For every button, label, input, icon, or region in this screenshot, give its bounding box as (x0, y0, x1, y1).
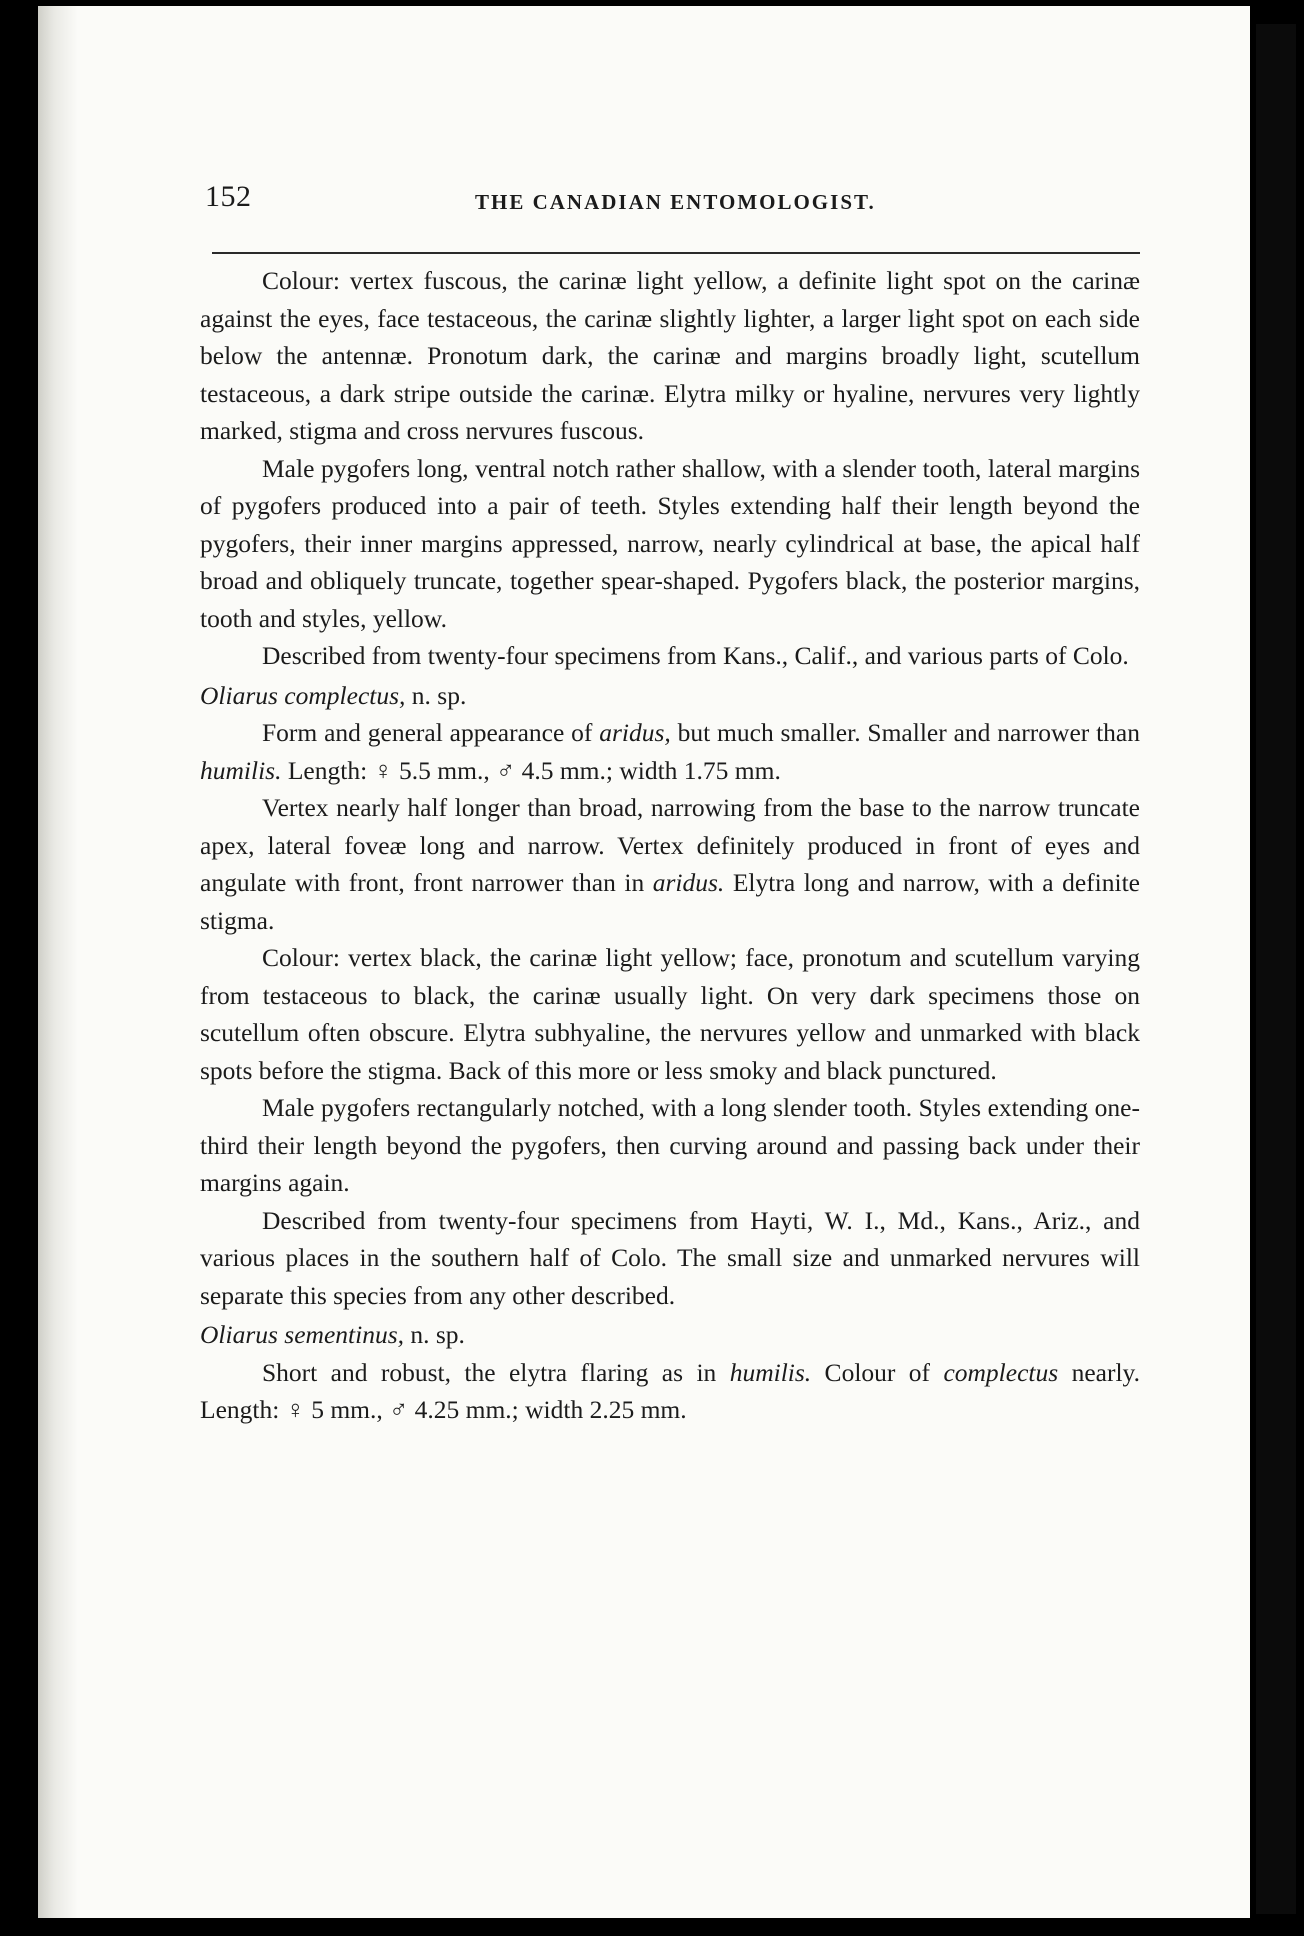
taxon-name: humilis. (729, 1357, 812, 1387)
taxon-name: aridus, (599, 718, 671, 747)
paragraph-colour-complectus: Colour: vertex black, the carinæ light yellow; face, pronotum and scutellum varying from testaceous to black, the carinæ usually light. On very dark specimens those on scutellum often obscure. Elytra subhyaline, the nervures yellow and unmarked with black spots before the stigma. Back of this more or less smoky and black punctured. (200, 943, 1140, 1085)
text-run: Length: ♀ 5.5 mm., ♂ 4.5 mm.; width 1.75 mm. (281, 755, 781, 785)
header-rule (212, 252, 1140, 254)
page-number: 152 (205, 180, 252, 213)
journal-title: THE CANADIAN ENTOMOLOGIST. (475, 190, 876, 214)
facing-page-edge (1256, 24, 1296, 1914)
running-head (205, 180, 1145, 230)
paragraph-vertex (200, 789, 1140, 939)
species-name: Oliarus sementinus, (200, 1320, 404, 1349)
text-run: Vertex nearly half longer than broad, narrowing from the base to the narrow truncate apex, lateral foveæ long and narrow. Vertex definitely produced in front of eyes and angulate with front, front narrower than in (200, 793, 1140, 897)
paragraph-specimens: Described from twenty-four specimens from Kans., Calif., and various parts of Colo. (262, 641, 1129, 670)
paragraph-specimens-complectus: Described from twenty-four specimens from Hayti, W. I., Md., Kans., Ariz., and various places in the southern half of Colo. The small size and unmarked nervures will separate this species from any other described. (200, 1205, 1140, 1310)
species-suffix: n. sp. (404, 1320, 465, 1349)
text-run: nearly. Length: ♀ 5 mm., ♂ 4.25 mm.; width 2.25 mm. (200, 1357, 1141, 1424)
text-run: but much smaller. Smaller and narrower than (670, 718, 1141, 747)
species-heading-complectus (200, 677, 1140, 715)
text-run: Short and robust, the elytra flaring as in (262, 1357, 730, 1387)
text-run: Colour of (811, 1357, 944, 1387)
paragraph-sementinus (200, 1354, 1140, 1429)
species-suffix: n. sp. (405, 680, 467, 710)
paragraph-form (200, 714, 1140, 789)
paragraph-male-pygofers: Male pygofers long, ventral notch rather shallow, with a slender tooth, lateral margins of pygofers produced into a pair of teeth. Styles extending half their length beyond the pygofers, their inner margins appressed, narrow, nearly cylindrical at base, the apical half broad and obliquely truncate, together spear-shaped. Pygofers black, the posterior margins, tooth and styles, yellow. (200, 453, 1140, 633)
taxon-name: complectus (943, 1357, 1059, 1387)
species-name: Oliarus complectus, (200, 680, 406, 710)
text-run: Elytra long and narrow, with a definite stigma. (200, 868, 1140, 935)
text-run: Form and general appearance of (262, 718, 600, 747)
page-edge-shadow (38, 6, 78, 1918)
paragraph-colour-description: Colour: vertex fuscous, the carinæ light yellow, a definite light spot on the carinæ against the eyes, face testaceous, the carinæ slightly lighter, a larger light spot on each side below the antennæ. Pronotum dark, the carinæ and margins broadly light, scutellum testaceous, a dark stripe outside the carinæ. Elytra milky or hyaline, nervures very lightly marked, stigma and cross nervures fuscous. (200, 266, 1140, 445)
taxon-name: aridus. (652, 868, 725, 897)
taxon-name: humilis. (200, 755, 282, 785)
paragraph-male-pygofers-complectus: Male pygofers rectangularly notched, with a long slender tooth. Styles extending one-third their length beyond the pygofers, then curving around and passing back under their margins again. (200, 1093, 1140, 1197)
species-heading-sementinus (200, 1316, 1140, 1354)
article-text (200, 262, 1140, 1429)
